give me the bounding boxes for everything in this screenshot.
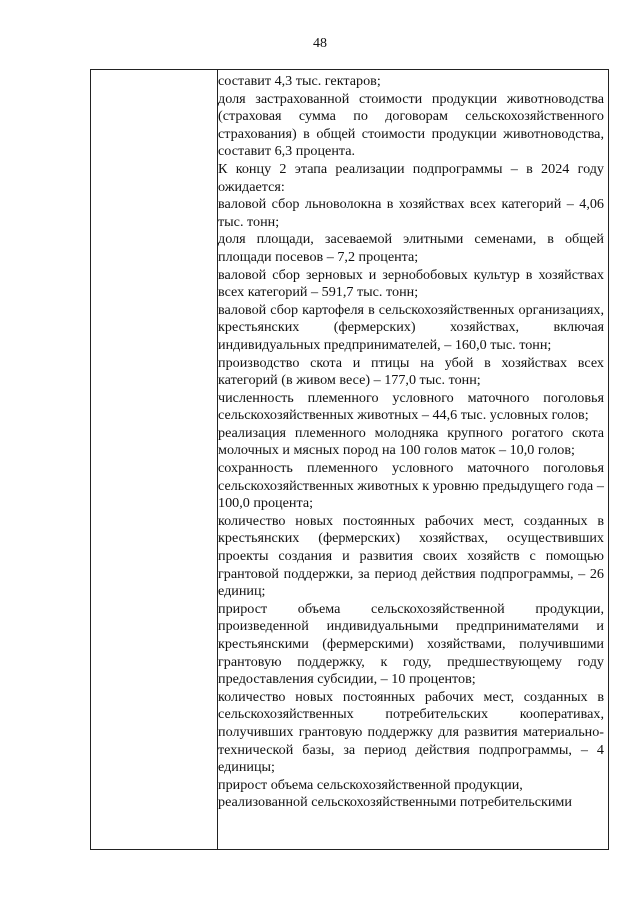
paragraph: количество новых постоянных рабочих мест, созданных в сельскохозяйственных потребительских кооперативах, получивших грантовую поддержку для развития материально-технической базы, за период действия подпрограммы, – 4 единицы; [218, 688, 604, 776]
paragraph: прирост объема сельскохозяйственной продукции, реализованной сельскохозяйственными потребительскими [218, 776, 572, 811]
paragraph: К концу 2 этапа реализации подпрограммы – в 2024 году ожидается: [218, 160, 604, 195]
paragraph: количество новых постоянных рабочих мест, созданных в крестьянских (фермерских) хозяйствах, осуществивших проекты создания и развития своих хозяйств с помощью грантовой поддержки, за период действия подпрограммы, – 26 единиц; [218, 512, 604, 600]
paragraph: численность племенного условного маточного поголовья сельскохозяйственных животных – 44,6 тыс. условных голов; [218, 389, 604, 424]
page-number: 48 [313, 36, 327, 51]
text-cell [218, 70, 608, 812]
paragraph: производство скота и птицы на убой в хозяйствах всех категорий (в живом весе) – 177,0 тыс. тонн; [218, 354, 604, 389]
empty-left-cell [91, 70, 218, 849]
paragraph: валовой сбор картофеля в сельскохозяйственных организациях, крестьянских (фермерских) хозяйствах, включая индивидуальных предпринимателей, – 160,0 тыс. тонн; [218, 301, 604, 353]
paragraph: прирост объема сельскохозяйственной продукции, произведенной индивидуальными предпринимателями и крестьянскими (фермерскими) хозяйствами, получившими грантовую поддержку, к году, предшествующему году предоставления субсидии, – 10 процентов; [218, 600, 604, 688]
paragraph: доля застрахованной стоимости продукции животноводства (страховая сумма по договорам сельскохозяйственного страхования) в общей стоимости продукции животноводства, составит 6,3 процента. [218, 90, 604, 160]
content-table [90, 69, 609, 850]
paragraph: доля площади, засеваемой элитными семенами, в общей площади посевов – 7,2 процента; [218, 231, 604, 265]
paragraph: сохранность племенного условного маточного поголовья сельскохозяйственных животных к уровню предыдущего года – 100,0 процента; [218, 460, 604, 512]
paragraph: валовой сбор зерновых и зернобобовых культур в хозяйствах всех категорий – 591,7 тыс. тонн; [218, 266, 604, 301]
paragraph: валовой сбор льноволокна в хозяйствах всех категорий – 4,06 тыс. тонн; [218, 196, 604, 230]
paragraph: составит 4,3 тыс. гектаров; [218, 73, 381, 89]
paragraph: реализация племенного молодняка крупного рогатого скота молочных и мясных пород на 100 голов маток – 10,0 голов; [218, 424, 604, 459]
